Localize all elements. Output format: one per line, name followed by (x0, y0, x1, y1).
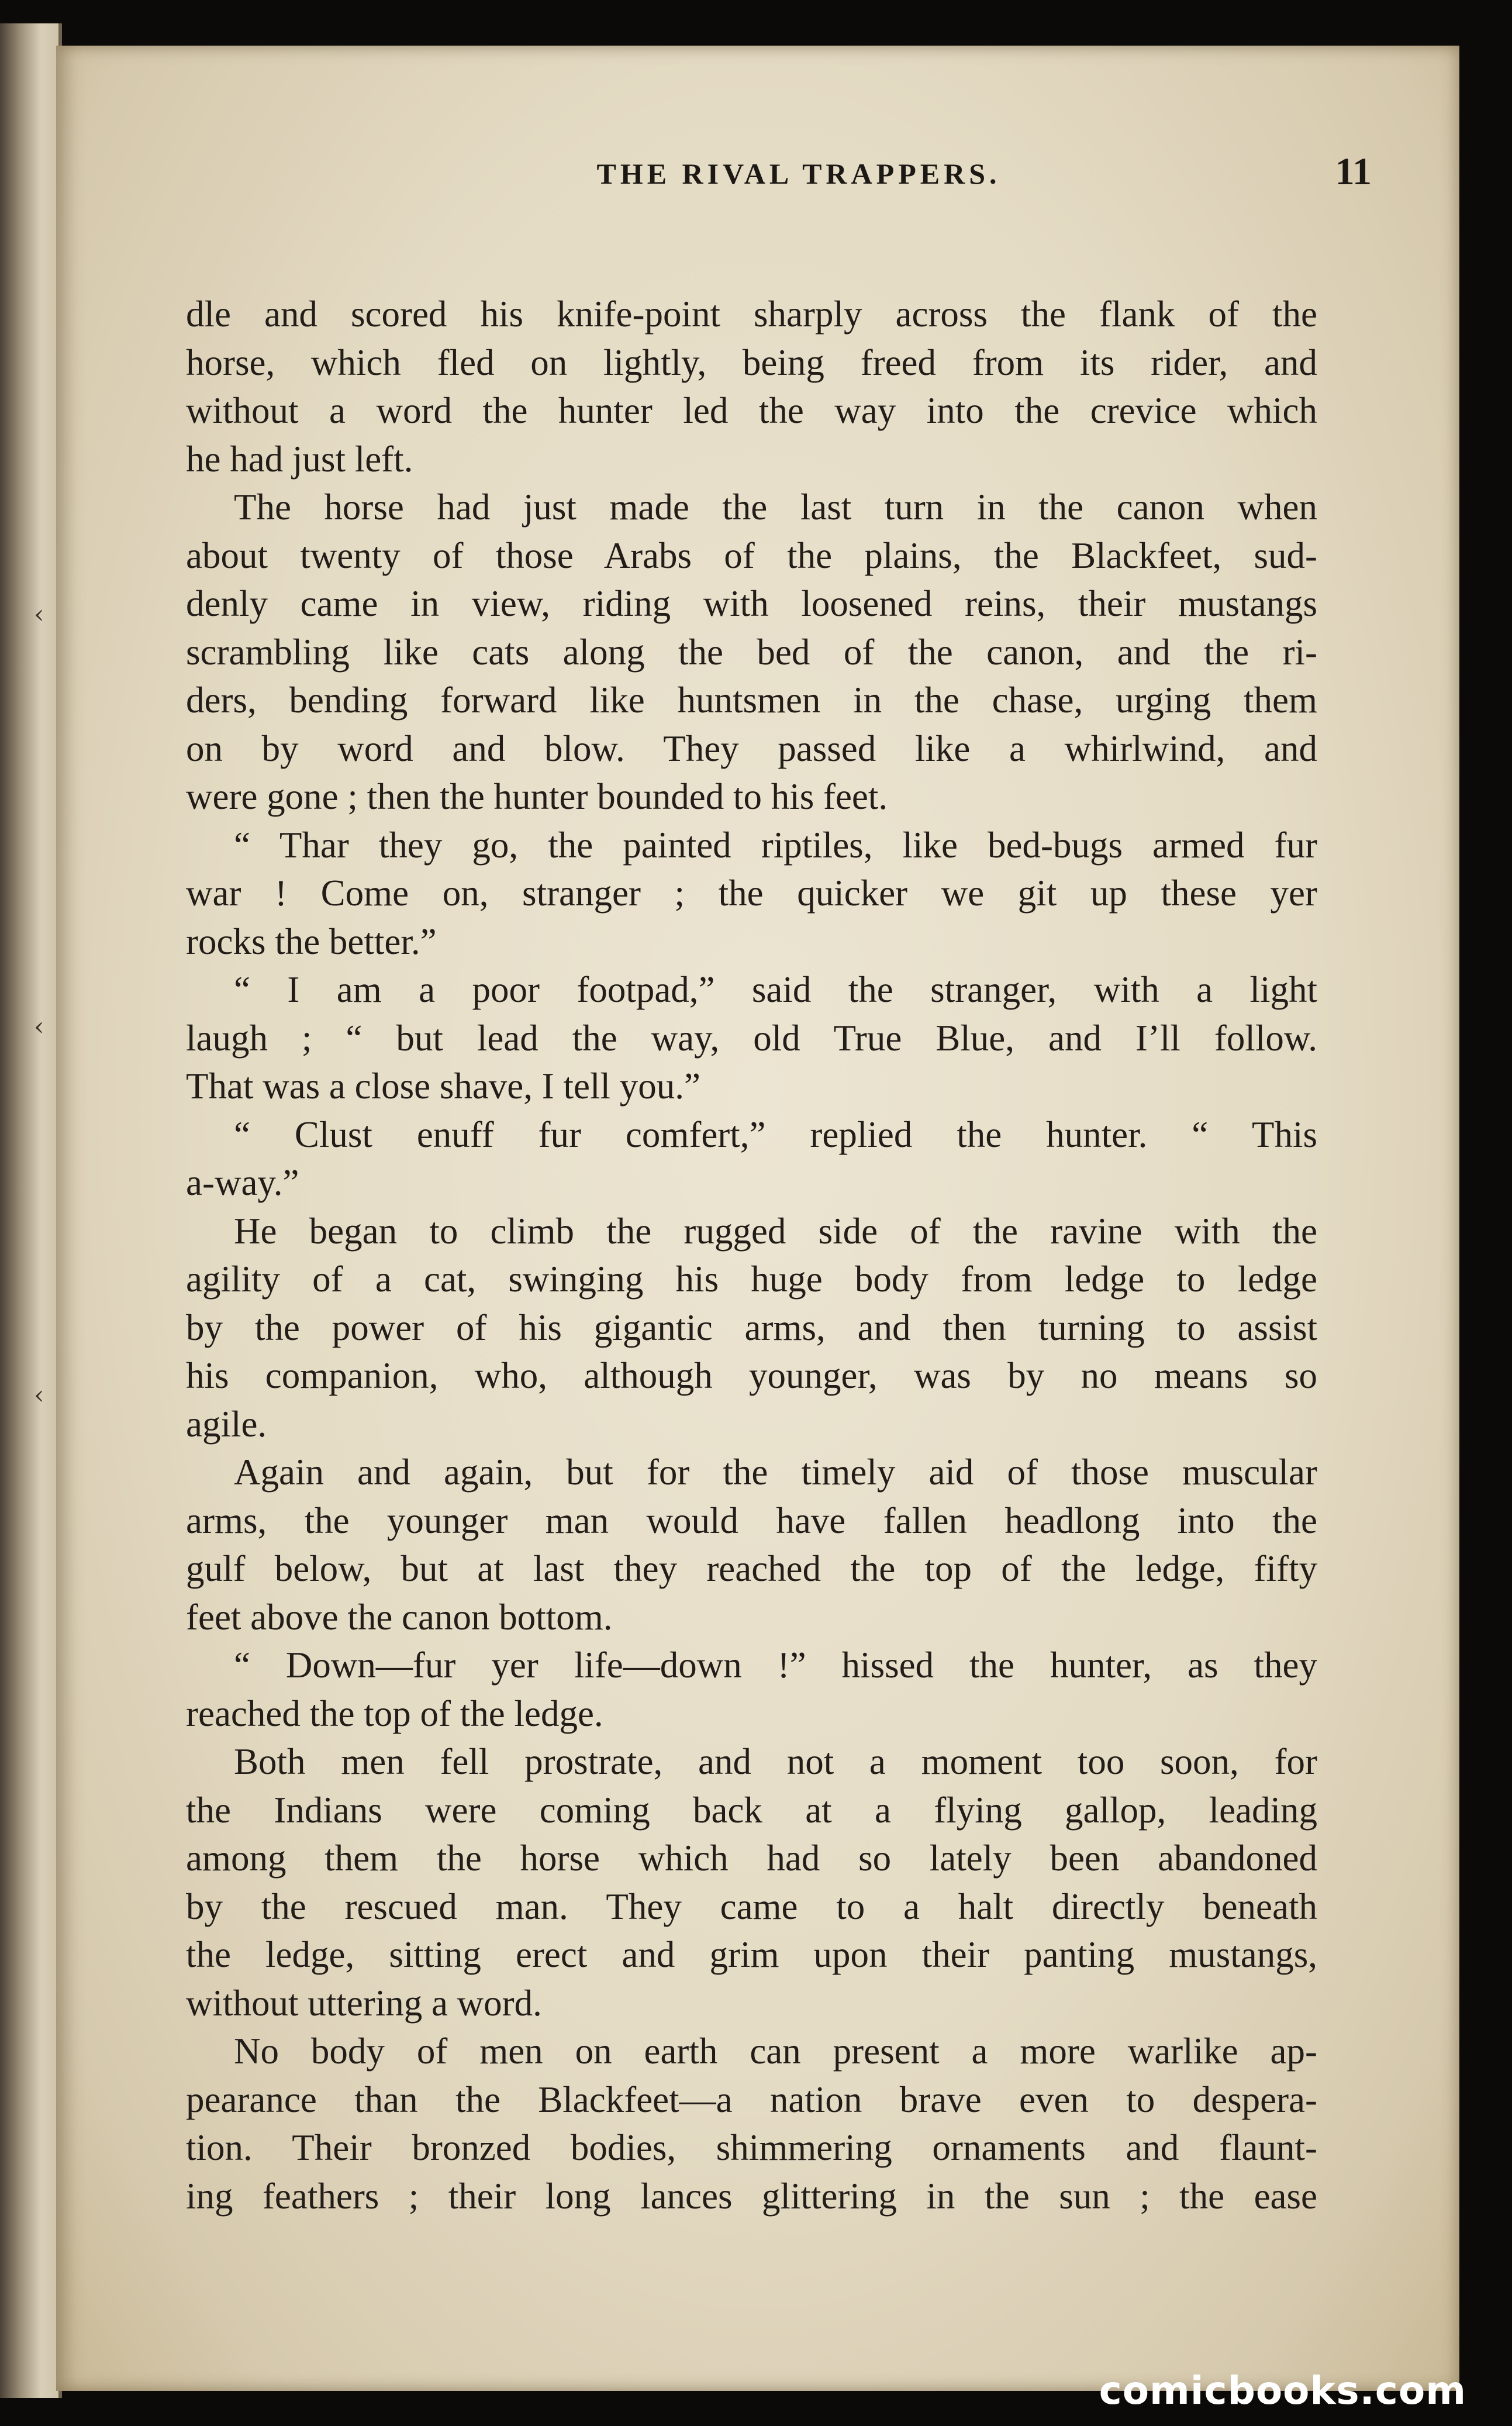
text-line: rocks the better.” (186, 921, 437, 962)
text-line: Again and again, but for the timely aid of those muscular (234, 1452, 1317, 1493)
text-line: tion. Their bronzed bodies, shimmering ornaments and flaunt- (186, 2127, 1317, 2168)
text-line: ders, bending forward like huntsmen in the chase, urging them (186, 680, 1317, 721)
text-line: dle and scored his knife-point sharply across the flank of the (186, 294, 1317, 335)
text-line: reached the top of the ledge. (186, 1693, 603, 1734)
text-line: among them the horse which had so lately been abandoned (186, 1838, 1317, 1879)
text-line: without a word the hunter led the way into the crevice which (186, 390, 1317, 431)
text-line: he had just left. (186, 438, 413, 480)
text-line: on by word and blow. They passed like a whirlwind, and (186, 728, 1317, 769)
margin-mark: ‹ (34, 1012, 44, 1042)
text-line: without uttering a word. (186, 1982, 542, 2024)
text-line: horse, which fled on lightly, being freed from its rider, and (186, 342, 1317, 383)
book-page (56, 46, 1459, 2391)
text-line: denly came in view, riding with loosened reins, their mustangs (186, 583, 1317, 624)
facing-page-edge (0, 23, 62, 2398)
text-line: arms, the younger man would have fallen headlong into the (186, 1500, 1317, 1541)
text-line: the ledge, sitting erect and grim upon their panting mustangs, (186, 1934, 1317, 1975)
text-line: He began to climb the rugged side of the ravine with the (234, 1210, 1317, 1252)
text-line: his companion, who, although younger, was by no means so (186, 1355, 1317, 1396)
text-line: The horse had just made the last turn in the canon when (234, 487, 1317, 528)
text-line: ing feathers ; their long lances glittering in the sun ; the ease (186, 2175, 1317, 2217)
margin-mark: ‹ (34, 599, 44, 629)
text-line: agility of a cat, swinging his huge body from ledge to ledge (186, 1259, 1317, 1300)
text-line: That was a close shave, I tell you.” (186, 1066, 700, 1107)
text-line: No body of men on earth can present a more warlike ap- (234, 2031, 1317, 2072)
text-line: were gone ; then the hunter bounded to his feet. (186, 776, 888, 817)
text-line: a-way.” (186, 1162, 299, 1203)
margin-mark: ‹ (34, 1380, 44, 1410)
text-line: about twenty of those Arabs of the plains, the Blackfeet, sud- (186, 535, 1317, 576)
running-header (191, 150, 1372, 221)
text-line: pearance than the Blackfeet—a nation brave even to despera- (186, 2079, 1317, 2120)
text-line: Both men fell prostrate, and not a moment too soon, for (234, 1741, 1317, 1782)
text-line: feet above the canon bottom. (186, 1596, 613, 1638)
text-line: “ Clust enuff fur comfert,” replied the hunter. “ This (234, 1114, 1317, 1155)
text-line: by the rescued man. They came to a halt directly beneath (186, 1886, 1317, 1927)
text-line: agile. (186, 1403, 267, 1445)
text-line: laugh ; “ but lead the way, old True Blue, and I’ll follow. (186, 1017, 1317, 1059)
watermark: comicbooks.com (1099, 2368, 1466, 2413)
text-line: war ! Come on, stranger ; the quicker we git up these yer (186, 873, 1317, 914)
text-line: “ Down—fur yer life—down !” hissed the hunter, as they (234, 1645, 1317, 1686)
text-line: the Indians were coming back at a flying gallop, leading (186, 1789, 1317, 1831)
text-line: “ Thar they go, the painted riptiles, like bed-bugs armed fur (234, 824, 1317, 866)
text-line: gulf below, but at last they reached the top of the ledge, fifty (186, 1548, 1317, 1589)
body-text (186, 290, 1317, 2220)
running-title: THE RIVAL TRAPPERS. (596, 157, 1001, 190)
page-number: 11 (1335, 150, 1372, 193)
text-line: “ I am a poor footpad,” said the stranger, with a light (234, 969, 1317, 1010)
text-line: by the power of his gigantic arms, and then turning to assist (186, 1307, 1317, 1348)
text-line: scrambling like cats along the bed of the canon, and the ri- (186, 631, 1317, 673)
